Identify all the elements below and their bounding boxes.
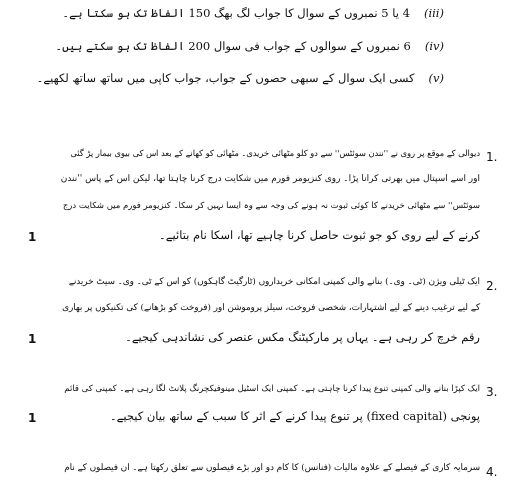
question-line: پونجی (fixed capital) پر تنوع پیدا کرنے کے اثر کا سبب کے ساتھ بیان کیجیے۔ bbox=[109, 409, 480, 423]
question-line: کرنے کے لیے روی کو جو ثبوت حاصل کرنا چاہیے تھا، اسکا نام بتائیے۔ bbox=[159, 228, 480, 242]
question-number: 4. bbox=[486, 465, 498, 479]
question-line: سرمایہ کاری کے فیصلے کے علاوہ مالیات (فنانس) کا کام دو اور بڑے فیصلوں سے تعلق رکھتا ہے۔ ان فیصلوں کے نام bbox=[64, 463, 480, 473]
instruction-text: کسی ایک سوال کے سبھی حصوں کے جواب، جواب کاپی میں ساتھ ساتھ لکھیے۔ bbox=[36, 71, 415, 85]
marks: 1 bbox=[28, 230, 37, 244]
instruction-iii bbox=[62, 6, 444, 20]
instruction-numeral: (iii) bbox=[423, 6, 444, 20]
question-line: دیوالی کے موقع پر روی نے ''نندن سوئٹس'' سے دو کلو مٹھائی خریدی۔ مٹھائی کو کھانے کے بعد اس کی بیوی بیمار پڑ گئی bbox=[70, 148, 480, 158]
question-number: 1. bbox=[486, 150, 498, 164]
question-number: 2. bbox=[486, 279, 498, 293]
marks: 1 bbox=[28, 411, 37, 425]
instruction-text: 4 یا 5 نمبروں کے سوال کا جواب لگ بھگ 150 الفاظ تک ہو سکتا ہے۔ bbox=[62, 6, 410, 20]
question-line: ایک کپڑا بنانے والی کمپنی تنوع پیدا کرنا چاہتی ہے۔ کمپنی ایک اسٹیل مینوفیکچرنگ پلانٹ لگا رہی ہے۔ کمپنی کی قائم bbox=[64, 384, 480, 394]
instruction-iv bbox=[55, 39, 444, 53]
instruction-numeral: (iv) bbox=[424, 39, 444, 53]
question-number: 3. bbox=[486, 385, 498, 399]
instruction-text: 6 نمبروں کے سوالوں کے جواب فی سوال 200 الفاظ تک ہو سکتے ہیں۔ bbox=[55, 39, 411, 53]
instruction-v bbox=[37, 71, 444, 85]
question-line: رقم خرچ کر رہی ہے۔ یہاں پر مارکیٹنگ مکس عنصر کی نشاندہی کیجیے۔ bbox=[125, 330, 480, 344]
instruction-numeral: (v) bbox=[428, 71, 444, 85]
question-line: ایک ٹیلی ویژن (ٹی۔ وی۔) بنانے والی کمپنی امکانی خریداروں (ٹارگیٹ گاہکوں) کو اس کے ٹی۔ وی۔ سیٹ خریدنے bbox=[68, 277, 480, 287]
marks: 1 bbox=[28, 332, 37, 346]
question-line: اور اسے اسپتال میں بھرتی کرانا پڑا۔ روی کنزیومر فورم میں شکایت درج کرنا چاہتا تھا، لیکن اس کے پاس ''نندن bbox=[60, 174, 480, 184]
question-line: کے لیے ترغیب دینے کے لیے اشتہارات، شخصی فروخت، سیلز پروموشن اور (فروخت کو بڑھانے) کی تکنیکوں پر بھاری bbox=[62, 303, 480, 313]
question-line: سوئٹس'' سے مٹھائی خریدنے کا کوئی ثبوت نہ ہونے کی وجہ سے وہ ایسا نہیں کر سکا۔ کنزیومر فورم میں شکایت درج bbox=[62, 201, 480, 211]
